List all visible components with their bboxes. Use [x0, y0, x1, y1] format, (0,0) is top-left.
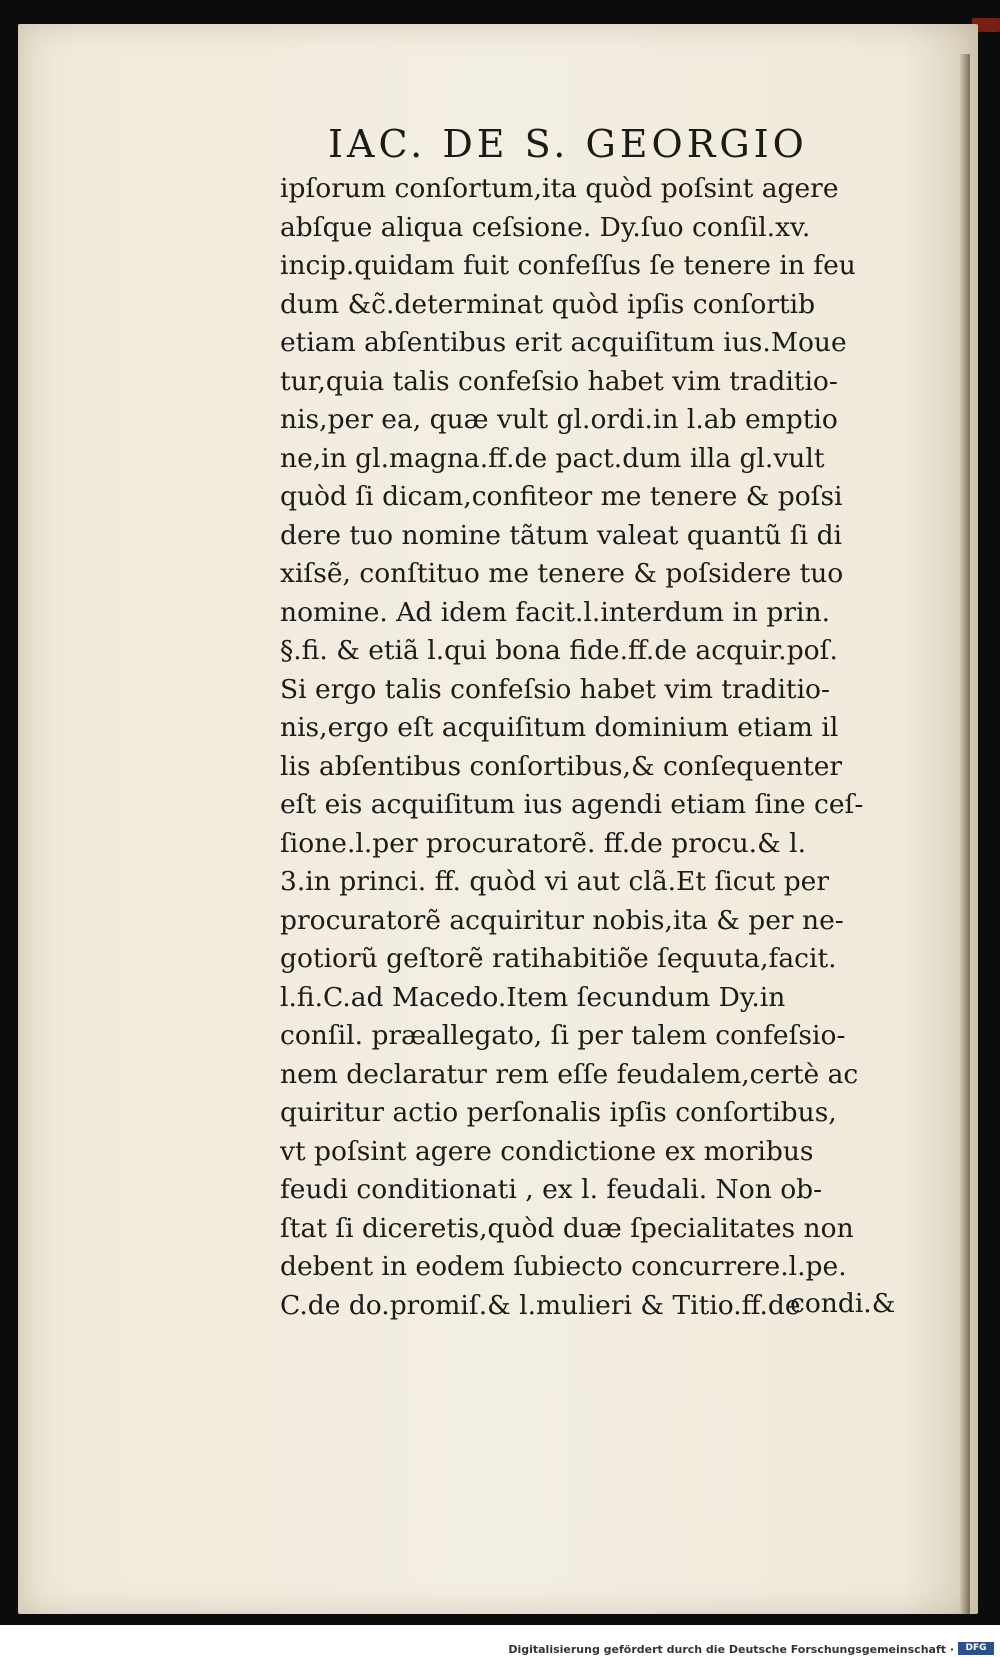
text-line: vt poſsint agere condictione ex moribus — [280, 1135, 814, 1167]
text-line: eſt eis acquiſitum ius agendi etiam ſine ceſ- — [280, 789, 864, 820]
text-line: nomine. Ad idem facit.l.interdum in prin. — [280, 596, 831, 628]
text-line: §.fi. & etiã l.qui bona fide.ff.de acquir.poſ. — [280, 635, 838, 666]
text-line: conſil. præallegato, ſi per talem confeſsio- — [280, 1020, 846, 1051]
text-line: quiritur actio perſonalis ipſis conſortibus, — [280, 1097, 837, 1128]
text-line: incip.quidam fuit confeſſus ſe tenere in feu — [280, 250, 856, 281]
text-line: Si ergo talis confeſsio habet vim traditio- — [280, 673, 830, 705]
text-line: feudi conditionati , ex l. feudali. Non ob- — [280, 1174, 823, 1205]
dfg-logo: DFG — [958, 1642, 994, 1655]
text-line: procuratorẽ acquiritur nobis,ita & per ne- — [280, 904, 844, 936]
catchword: condi.& — [790, 1288, 896, 1319]
text-line: dere tuo nomine tãtum valeat quantũ ſi di — [280, 519, 843, 551]
text-line: C.de do.promiſ.& l.mulieri & Titio.ff.de — [280, 1289, 801, 1321]
text-line: lis abſentibus conſortibus,& conſequenter — [280, 750, 843, 782]
text-line: ſione.l.per procuratorẽ. ff.de procu.& l. — [280, 827, 807, 859]
text-line: xiſsẽ, conſtituo me tenere & poſsidere tuo — [280, 558, 844, 589]
text-line: quòd ſi dicam,confiteor me tenere & poſsi — [280, 481, 843, 512]
text-line: nis,per ea, quæ vult gl.ordi.in l.ab emptio — [280, 404, 838, 435]
text-line: nis,ergo eſt acquiſitum dominium etiam il — [280, 712, 839, 743]
text-line: ſtat ſi diceretis,quòd duæ ſpecialitates non — [280, 1212, 854, 1244]
body-text — [280, 170, 900, 1325]
text-line: etiam abſentibus erit acquiſitum ius.Moue — [280, 327, 847, 358]
text-line: nem declaratur rem eſſe feudalem,certè ac — [280, 1058, 859, 1090]
text-line: ipſorum conſortum,ita quòd poſsint agere — [280, 173, 839, 204]
text-line: 3.in princi. ff. quòd vi aut clã.Et ſicut per — [280, 866, 830, 897]
text-line: tur,quia talis confeſsio habet vim traditio- — [280, 365, 838, 397]
text-line: dum &c̃.determinat quòd ipſis conſortib — [280, 288, 816, 320]
funding-credit: Digitalisierung gefördert durch die Deutsche Forschungsgemeinschaft · — [508, 1643, 954, 1656]
text-line: l.fi.C.ad Macedo.Item ſecundum Dy.in — [280, 981, 786, 1013]
text-line: gotiorũ geſtorẽ ratihabitiõe ſequuta,facit. — [280, 943, 837, 974]
page-edge — [960, 54, 970, 1614]
text-line: abſque aliqua ceſsione. Dy.ſuo conſil.xv. — [280, 211, 811, 243]
text-line: debent in eodem ſubiecto concurrere.l.pe. — [280, 1251, 847, 1282]
running-head: IAC. DE S. GEORGIO — [328, 122, 808, 166]
text-line: ne,in gl.magna.ff.de pact.dum illa gl.vult — [280, 442, 825, 474]
